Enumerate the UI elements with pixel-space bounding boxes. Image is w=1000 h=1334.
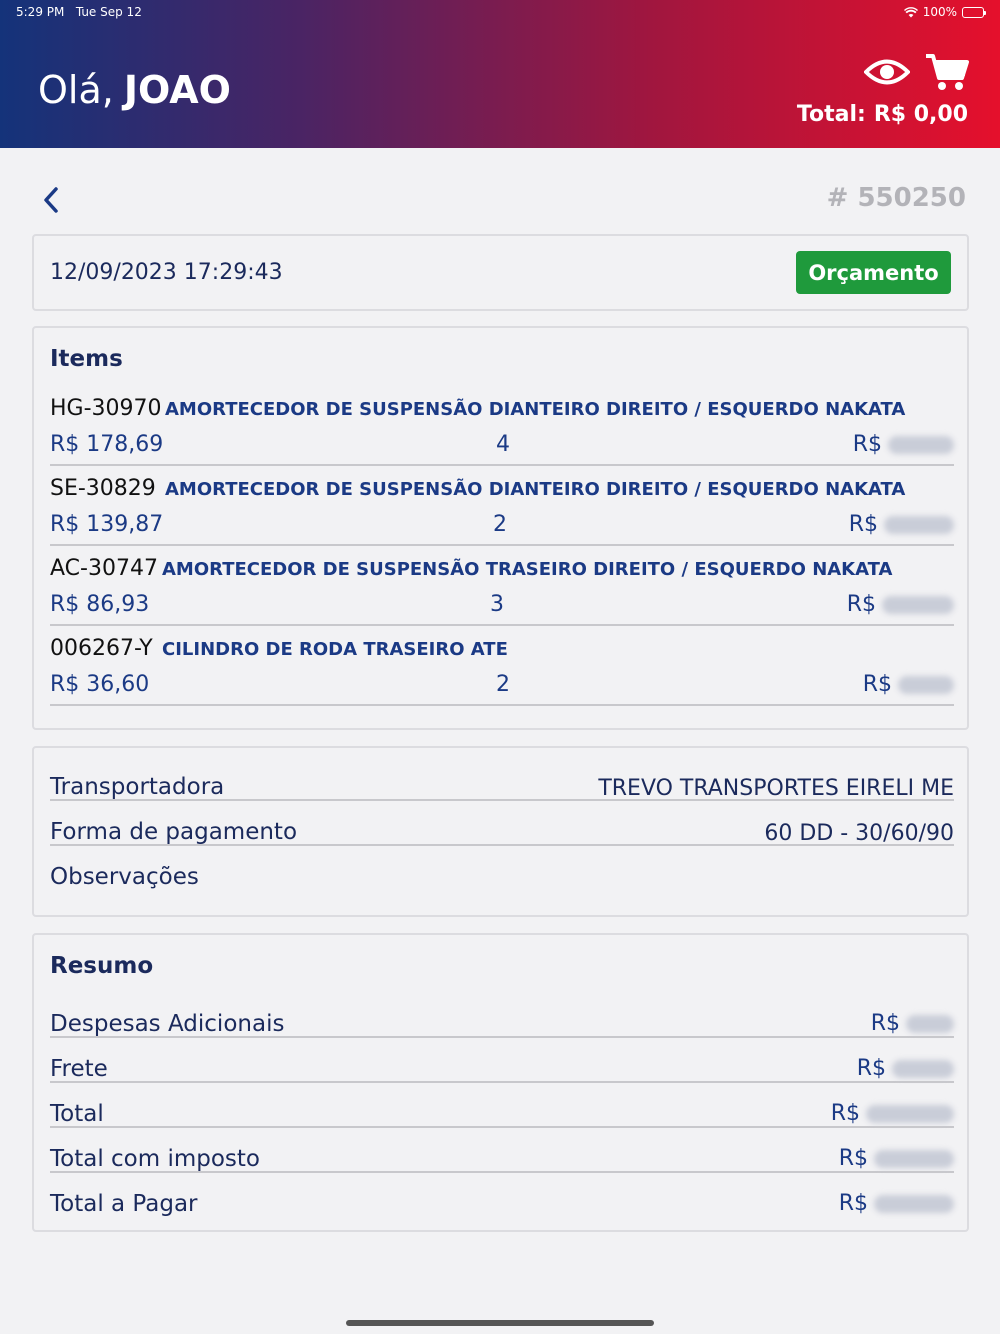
item-description: AMORTECEDOR DE SUSPENSÃO TRASEIRO DIREITO / ESQUERDO NAKATA: [162, 559, 893, 580]
item-unit-price: R$ 36,60: [50, 672, 150, 697]
summary-label: Total: [50, 1101, 104, 1127]
item-total-value-blurred: [884, 516, 954, 534]
summary-value: [839, 1191, 954, 1216]
battery-percent: 100%: [922, 5, 957, 19]
carrier-label: Transportadora: [50, 774, 225, 800]
item-description: CILINDRO DE RODA TRASEIRO ATE: [162, 639, 508, 660]
summary-row-total-to-pay: [50, 1173, 954, 1218]
item-code: AC-30747: [50, 556, 158, 581]
order-details-card: [32, 746, 969, 917]
greeting-text: Olá,: [38, 68, 114, 112]
status-badge: Orçamento: [796, 251, 951, 294]
summary-value-blurred: [892, 1060, 954, 1078]
currency-label: R$: [862, 672, 892, 697]
item-total-value-blurred: [898, 676, 954, 694]
summary-row-freight: [50, 1038, 954, 1083]
item-total-value-blurred: [882, 596, 954, 614]
summary-row-additional-expenses: [50, 993, 954, 1038]
summary-value-blurred: [906, 1015, 954, 1033]
summary-value-blurred: [874, 1195, 954, 1213]
cart-total: [797, 102, 968, 127]
battery-icon: [962, 7, 984, 18]
carrier-value: TREVO TRANSPORTES EIRELI ME: [598, 776, 954, 801]
item-row[interactable]: [50, 546, 954, 626]
clock-text: 5:29 PM: [16, 5, 65, 19]
item-unit-price: R$ 86,93: [50, 592, 150, 617]
status-time: [16, 5, 142, 19]
carrier-row: [50, 756, 954, 801]
summary-label: Total com imposto: [50, 1146, 260, 1172]
item-quantity: 4: [496, 432, 510, 457]
items-title: Items: [50, 346, 123, 372]
item-description: AMORTECEDOR DE SUSPENSÃO DIANTEIRO DIREITO / ESQUERDO NAKATA: [165, 479, 906, 500]
item-row[interactable]: [50, 626, 954, 706]
summary-label: Despesas Adicionais: [50, 1011, 285, 1037]
item-total: [853, 432, 954, 457]
notes-label: Observações: [50, 864, 199, 890]
currency-label: R$: [846, 592, 876, 617]
item-row[interactable]: [50, 466, 954, 546]
payment-value: 60 DD - 30/60/90: [764, 821, 954, 846]
currency-label: R$: [870, 1011, 900, 1036]
summary-value: [831, 1101, 954, 1126]
summary-title: Resumo: [50, 953, 154, 979]
summary-row-total-with-tax: [50, 1128, 954, 1173]
items-card: [32, 326, 969, 730]
payment-label: Forma de pagamento: [50, 819, 298, 845]
item-code: SE-30829: [50, 476, 156, 501]
item-quantity: 3: [490, 592, 504, 617]
item-row[interactable]: [50, 386, 954, 466]
currency-label: R$: [856, 1056, 886, 1081]
currency-label: R$: [838, 1146, 868, 1171]
cart-total-label: Total:: [796, 102, 866, 127]
app-header: [0, 0, 1000, 148]
item-total: [863, 672, 954, 697]
currency-label: R$: [848, 512, 878, 537]
summary-label: Total a Pagar: [50, 1191, 198, 1217]
item-quantity: 2: [493, 512, 507, 537]
cart-icon[interactable]: [924, 52, 970, 92]
summary-value-blurred: [874, 1150, 954, 1168]
summary-card: [32, 933, 969, 1232]
currency-label: R$: [830, 1101, 860, 1126]
greeting: [38, 68, 231, 112]
status-indicators: [904, 5, 984, 19]
order-header-card: [32, 234, 969, 311]
payment-row: [50, 801, 954, 846]
item-unit-price: R$ 139,87: [50, 512, 164, 537]
summary-label: Frete: [50, 1056, 108, 1082]
currency-label: R$: [852, 432, 882, 457]
back-chevron-icon[interactable]: [40, 186, 64, 214]
item-total: [847, 592, 954, 617]
item-quantity: 2: [496, 672, 510, 697]
notes-row: [50, 846, 954, 891]
order-number: # 550250: [826, 183, 966, 213]
summary-value: [871, 1011, 954, 1036]
home-indicator[interactable]: [346, 1320, 654, 1326]
user-name: JOAO: [123, 68, 231, 112]
wifi-icon: [904, 7, 918, 18]
item-unit-price: R$ 178,69: [50, 432, 164, 457]
item-total: [849, 512, 954, 537]
summary-value: [839, 1146, 954, 1171]
summary-value: [857, 1056, 954, 1081]
summary-row-total: [50, 1083, 954, 1128]
date-text: Tue Sep 12: [75, 5, 142, 19]
currency-label: R$: [838, 1191, 868, 1216]
eye-icon[interactable]: [864, 57, 910, 87]
cart-total-value: R$ 0,00: [873, 102, 968, 127]
order-datetime: 12/09/2023 17:29:43: [50, 260, 283, 285]
item-description: AMORTECEDOR DE SUSPENSÃO DIANTEIRO DIREITO / ESQUERDO NAKATA: [165, 399, 906, 420]
item-code: HG-30970: [50, 396, 162, 421]
summary-value-blurred: [866, 1105, 954, 1123]
item-total-value-blurred: [888, 436, 954, 454]
item-code: 006267-Y: [50, 636, 153, 661]
